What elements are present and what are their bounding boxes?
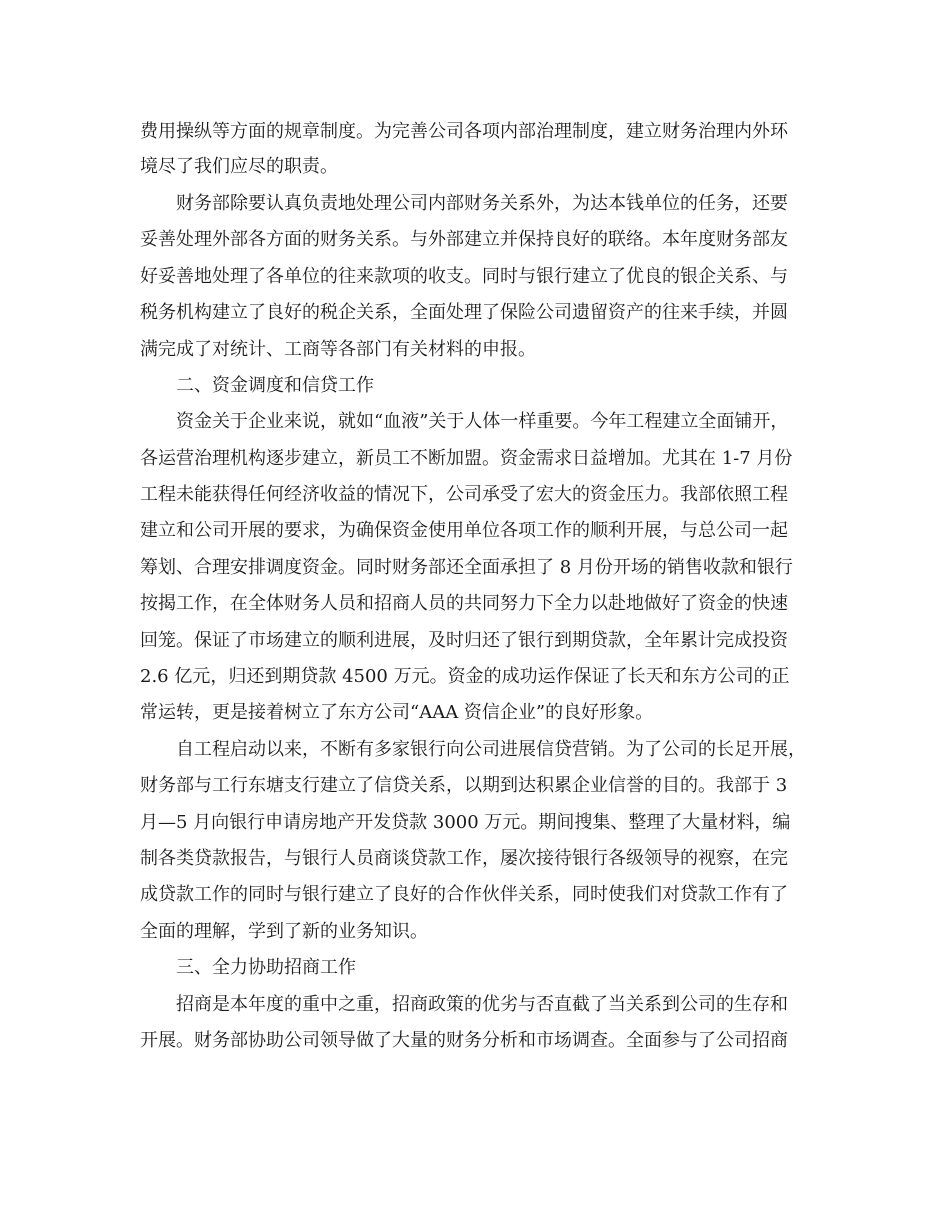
text-line: 财务部与工行东塘支行建立了信贷关系，以期到达积累企业信誉的目的。我部于 3 — [140, 775, 788, 796]
text-line: 税务机构建立了良好的税企关系，全面处理了保险公司遗留资产的往来手续，并圆 — [140, 302, 788, 323]
text-line: 各运营治理机构逐步建立，新员工不断加盟。资金需求日益增加。尤其在 1-7 月份 — [140, 448, 793, 469]
text-line: 好妥善地处理了各单位的往来款项的收支。同时与银行建立了优良的银企关系、与 — [140, 266, 788, 287]
text-line: 常运转，更是接着树立了东方公司“AAA 资信企业”的良好形象。 — [140, 702, 654, 723]
text-line: 境尽了我们应尽的职责。 — [140, 156, 338, 177]
text-line: 资金关于企业来说，就如“血液”关于人体一样重要。今年工程建立全面铺开， — [176, 411, 789, 432]
text-line: 建立和公司开展的要求，为确保资金使用单位各项工作的顺利开展，与总公司一起 — [140, 520, 788, 541]
text-line: 招商是本年度的重中之重，招商政策的优劣与否直截了当关系到公司的生存和 — [176, 994, 788, 1015]
text-line: 按揭工作，在全体财务人员和招商人员的共同努力下全力以赴地做好了资金的快速 — [140, 593, 788, 614]
text-line: 费用操纵等方面的规章制度。为完善公司各项内部治理制度，建立财务治理内外环 — [140, 121, 788, 142]
text-line: 2.6 亿元，归还到期贷款 4500 万元。资金的成功运作保证了长天和东方公司的正 — [140, 666, 790, 687]
text-line: 开展。财务部协助公司领导做了大量的财务分析和市场调查。全面参与了公司招商 — [140, 1030, 788, 1051]
text-line: 月—5 月向银行申请房地产开发贷款 3000 万元。期间搜集、整理了大量材料，编 — [140, 812, 791, 833]
text-line: 工程未能获得任何经济收益的情况下，公司承受了宏大的资金压力。我部依照工程 — [140, 484, 788, 505]
text-line: 成贷款工作的同时与银行建立了良好的合作伙伴关系，同时使我们对贷款工作有了 — [140, 884, 788, 905]
text-line: 全面的理解，学到了新的业务知识。 — [140, 921, 428, 942]
text-line: 筹划、合理安排调度资金。同时财务部还全面承担了 8 月份开场的销售收款和银行 — [140, 557, 793, 578]
section-heading: 二、资金调度和信贷工作 — [176, 375, 374, 396]
text-line: 自工程启动以来，不断有多家银行向公司进展信贷营销。为了公司的长足开展， — [176, 739, 806, 760]
text-line: 满完成了对统计、工商等各部门有关材料的申报。 — [140, 339, 536, 360]
section-heading: 三、全力协助招商工作 — [176, 957, 356, 978]
text-line: 妥善处理外部各方面的财务关系。与外部建立并保持良好的联络。本年度财务部友 — [140, 229, 788, 250]
text-line: 制各类贷款报告，与银行人员商谈贷款工作，屡次接待银行各级领导的视察，在完 — [140, 848, 788, 869]
text-line: 回笼。保证了市场建立的顺利进展，及时归还了银行到期贷款，全年累计完成投资 — [140, 630, 788, 651]
text-line: 财务部除要认真负责地处理公司内部财务关系外，为达本钱单位的任务，还要 — [176, 193, 788, 214]
